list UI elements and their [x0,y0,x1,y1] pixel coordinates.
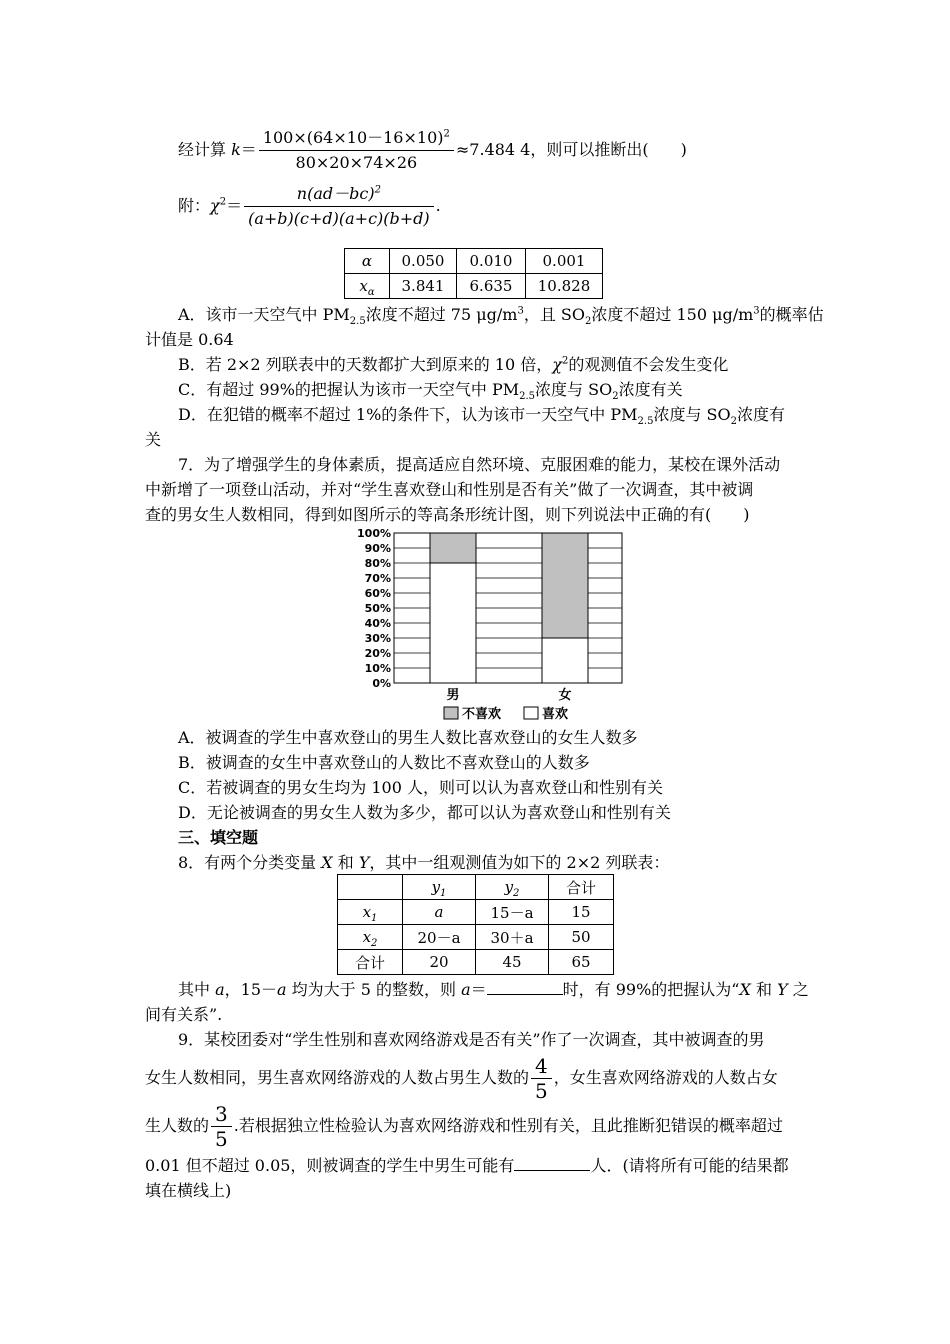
q6-option-d-cont: 关 [145,430,162,449]
legend-swatch [444,707,458,719]
q7-line3: 查的男女生人数相同，得到如图所示的等高条形统计图，则下列说法中正确的有( ) [145,505,750,524]
legend-label: 不喜欢 [462,707,502,722]
table-row: $x_\alpha$ 3.841 6.635 10.828 [345,274,603,299]
fraction-4-5: $\frac{4}{5}$ [531,1054,552,1103]
q6-option-d: D．在犯错的概率不超过 1%的条件下，认为该市一天空气中 $PM_{2.5}$浓度与 $SO_2$浓度有 [178,405,786,428]
y-tick-label: 20% [364,647,391,660]
q7-option-c: C．若被调查的男女生均为 100 人，则可以认为喜欢登山和性别有关 [178,778,663,797]
y-tick-label: 80% [364,557,391,570]
table-row: $y_1$ $y_2$ 合计 [338,875,614,900]
fraction-3-5: $\frac{3}{5}$ [211,1102,232,1151]
y-tick-label: 30% [364,632,391,645]
q7-line2: 中新增了一项登山活动，并对“学生喜欢登山和性别是否有关”做了一次调查，其中被调 [145,480,754,499]
bar-segment [542,638,588,683]
q8-line1: 8．有两个分类变量 X 和 Y，其中一组观测值为如下的 2×2 列联表： [178,853,670,872]
q9-line5: 填在横线上) [145,1181,232,1200]
y-tick-label: 50% [364,602,391,615]
legend-swatch [524,707,538,719]
q6-option-c: C．有超过 99%的把握认为该市一天空气中 $PM_{2.5}$浓度与 $SO_2$浓度有关 [178,380,683,403]
table-row: $x_1$ a 15－a 15 [338,900,614,925]
q8-line2: 其中 a，15－a 均为大于 5 的整数，则 a＝ 时，有 99%的把握认为“X 和 Y 之 [178,980,809,999]
q6-appendix-line: 附：$\chi^2=$ $\frac{n(ad-bc)^2}{(a+b)(c+d)(a+c)(b+d)}$ . [178,182,843,231]
contingency-table [337,874,614,975]
q7-line1: 7．为了增强学生的身体素质，提高适应自然环境、克服困难的能力，某校在课外活动 [178,455,781,474]
legend-label: 喜欢 [542,707,569,722]
x-tick-label: 女 [558,688,572,703]
critical-value-table [344,248,603,299]
q7-option-a: A．被调查的学生中喜欢登山的男生人数比喜欢登山的女生人数多 [178,728,638,747]
bar-segment [430,533,476,563]
q9-line3: 生人数的 $\frac{3}{5}$ .若根据独立性检验认为喜欢网络游戏和性别有关，且此推断犯错误的概率超过 [145,1102,783,1151]
q7-option-b: B．被调查的女生中喜欢登山的人数比不喜欢登山的人数多 [178,753,590,772]
q6-calc-line: 经计算 k＝ $\frac{100\times(64\times 10-16\times 10)^2}{80\times 20\times 74\times 26}$ ≈7.484 4，则可以推断出( ) [178,126,843,175]
q6-option-b: B．若 2×2 列联表中的天数都扩大到原来的 10 倍，$\chi^2$的观测值不会发生变化 [178,355,729,374]
q9-line2: 女生人数相同，男生喜欢网络游戏的人数占男生人数的 $\frac{4}{5}$ ，女生喜欢网络游戏的人数占女 [145,1054,778,1103]
y-tick-label: 70% [364,572,391,585]
q8-line3: 间有关系”. [145,1005,223,1024]
y-tick-label: 60% [364,587,391,600]
stacked-bar-chart [340,525,640,725]
q9-line4: 0.01 但不超过 0.05，则被调查的学生中男生可能有 人．(请将所有可能的结果都 [145,1156,789,1175]
bar-segment [542,533,588,638]
table-row: 合计 20 45 65 [338,950,614,975]
table-row: α 0.050 0.010 0.001 [345,249,603,274]
y-tick-label: 40% [364,617,391,630]
answer-blank[interactable] [514,1154,590,1171]
y-tick-label: 90% [364,542,391,555]
table-row: $x_2$ 20－a 30＋a 50 [338,925,614,950]
q6-option-a: A．该市一天空气中 $PM_{2.5}$浓度不超过 75 $\mu g/m^3$，且 $SO_2$浓度不超过 150 $\mu g/m^3$的概率估 [178,305,824,328]
section-title: 三、填空题 [178,828,259,847]
q9-line1: 9．某校团委对“学生性别和喜欢网络游戏是否有关”作了一次调查，其中被调查的男 [178,1030,765,1049]
y-tick-label: 10% [364,662,391,675]
bar-segment [430,563,476,683]
k-fraction: $\frac{100\times(64\times 10-16\times 10)^2}{80\times 20\times 74\times 26}$ [259,126,454,175]
chi-fraction: $\frac{n(ad-bc)^2}{(a+b)(c+d)(a+c)(b+d)}$ [244,182,434,231]
y-tick-label: 0% [372,677,391,690]
x-tick-label: 男 [446,688,460,703]
y-tick-label: 100% [357,527,391,540]
answer-blank[interactable] [487,978,563,995]
q7-option-d: D．无论被调查的男女生人数为多少，都可以认为喜欢登山和性别有关 [178,803,671,822]
q6-option-a-cont: 计值是 0.64 [145,330,234,349]
